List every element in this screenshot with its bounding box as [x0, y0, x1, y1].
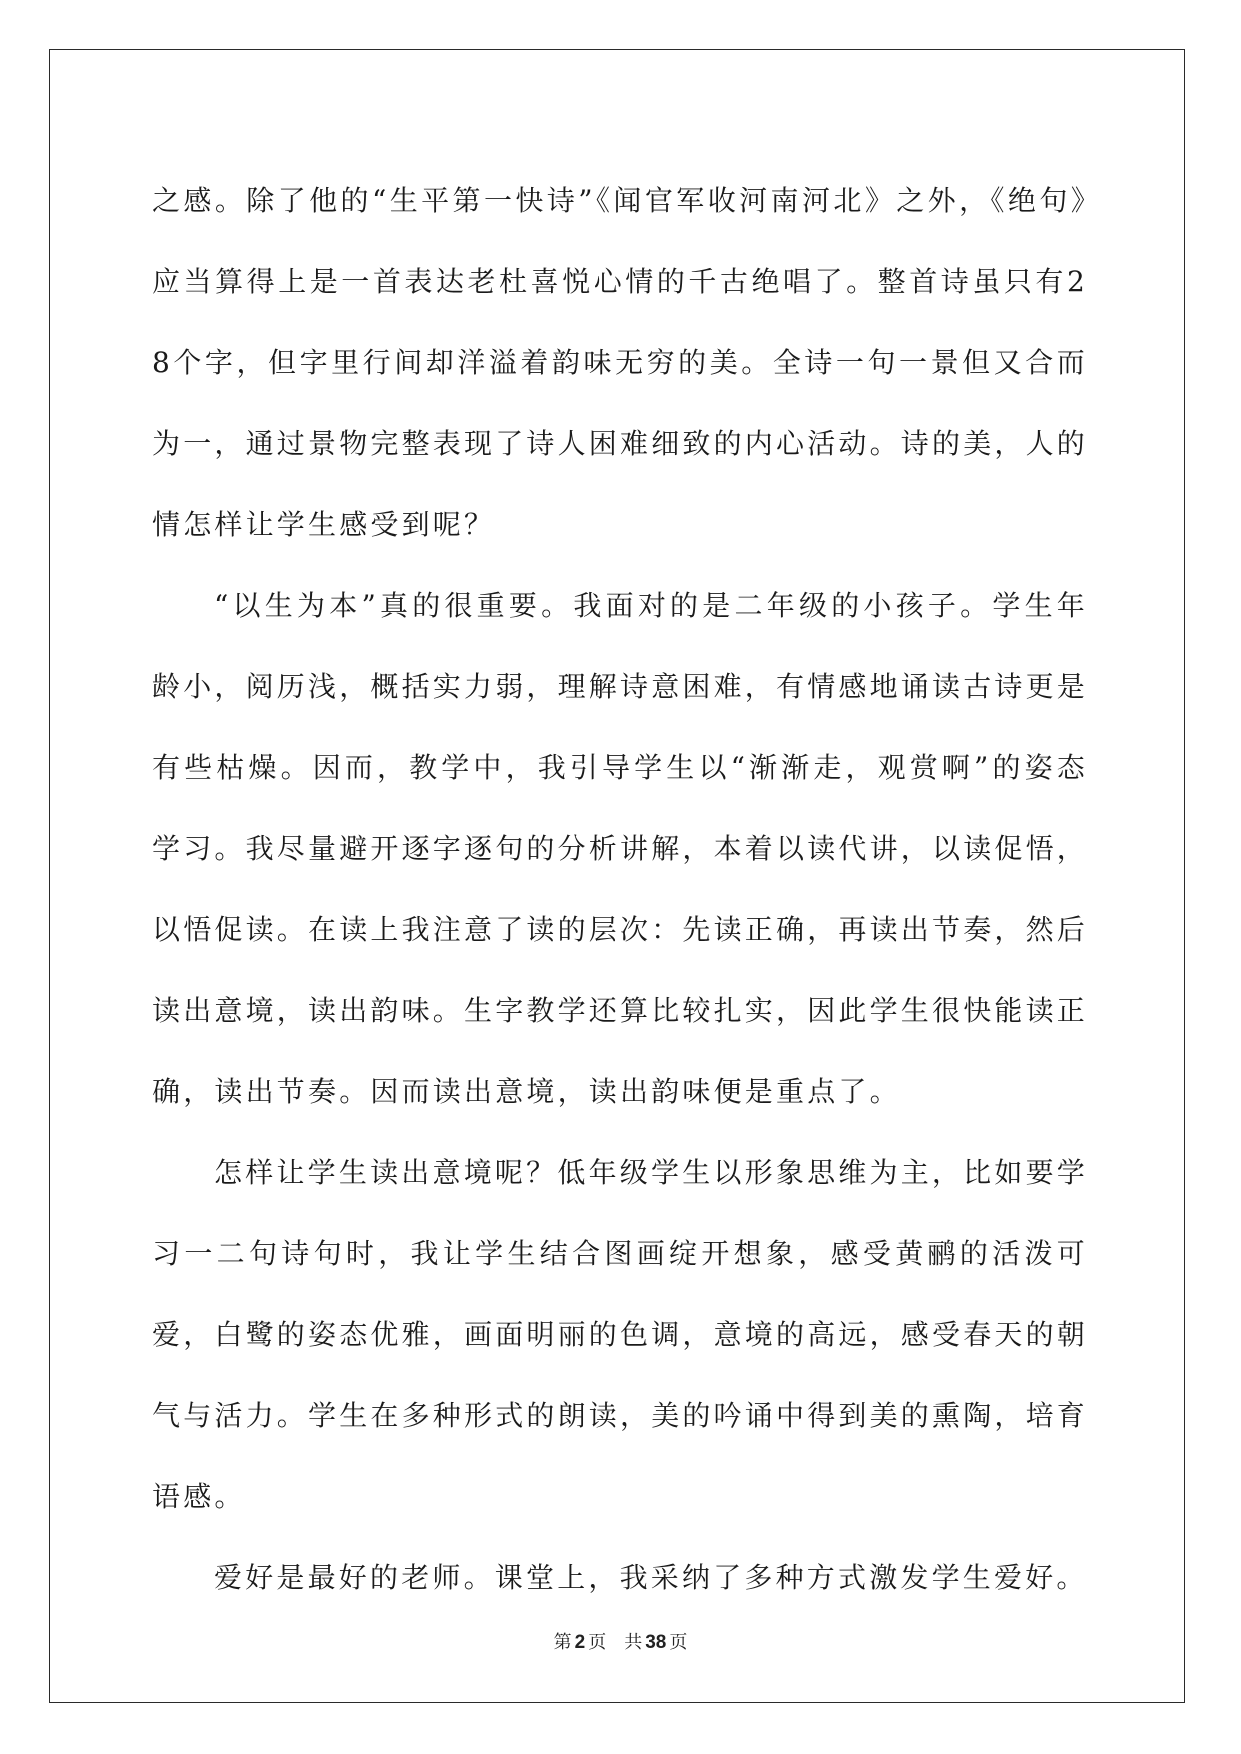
page-footer — [0, 1628, 1241, 1654]
document-body — [152, 160, 1088, 1618]
footer-page-suffix: 页 — [588, 1632, 607, 1653]
footer-total-suffix: 页 — [669, 1632, 688, 1653]
paragraph-3: 怎样让学生读出意境呢？低年级学生以形象思维为主，比如要学习一二句诗句时，我让学生结合图画绽开想象，感受黄鹂的活泼可爱，白鹭的姿态优雅，画面明丽的色调，意境的高远，感受春天的朝气与活力。学生在多种形式的朗读，美的吟诵中得到美的熏陶，培育语感。 — [152, 1156, 1089, 1513]
paragraph-2: “以生为本”真的很重要。我面对的是二年级的小孩子。学生年龄小，阅历浅，概括实力弱，理解诗意困难，有情感地诵读古诗更是有些枯燥。因而，教学中，我引导学生以“渐渐走，观赏啊”的姿态学习。我尽量避开逐字逐句的分析讲解，本着以读代讲，以读促悟，以悟促读。在读上我注意了读的层次：先读正确，再读出节奏，然后读出意境，读出韵味。生字教学还算比较扎实，因此学生很快能读正确，读出节奏。因而读出意境，读出韵味便是重点了。 — [152, 589, 1089, 1108]
total-pages-number: 38 — [645, 1632, 667, 1653]
current-page-number: 2 — [574, 1632, 586, 1653]
paragraph-4: 爱好是最好的老师。课堂上，我采纳了多种方式激发学生爱好。 — [214, 1561, 1088, 1594]
paragraph-1: 之感。除了他的“生平第一快诗”《闻官军收河南河北》之外，《绝句》应当算得上是一首表达老杜喜悦心情的千古绝唱了。整首诗虽只有28个字，但字里行间却洋溢着韵味无穷的美。全诗一句一景但又合而为一，通过景物完整表现了诗人困难细致的内心活动。诗的美，人的情怎样让学生感受到呢？ — [152, 184, 1089, 541]
footer-prefix: 第 — [553, 1632, 572, 1653]
footer-total-prefix: 共 — [624, 1632, 643, 1653]
